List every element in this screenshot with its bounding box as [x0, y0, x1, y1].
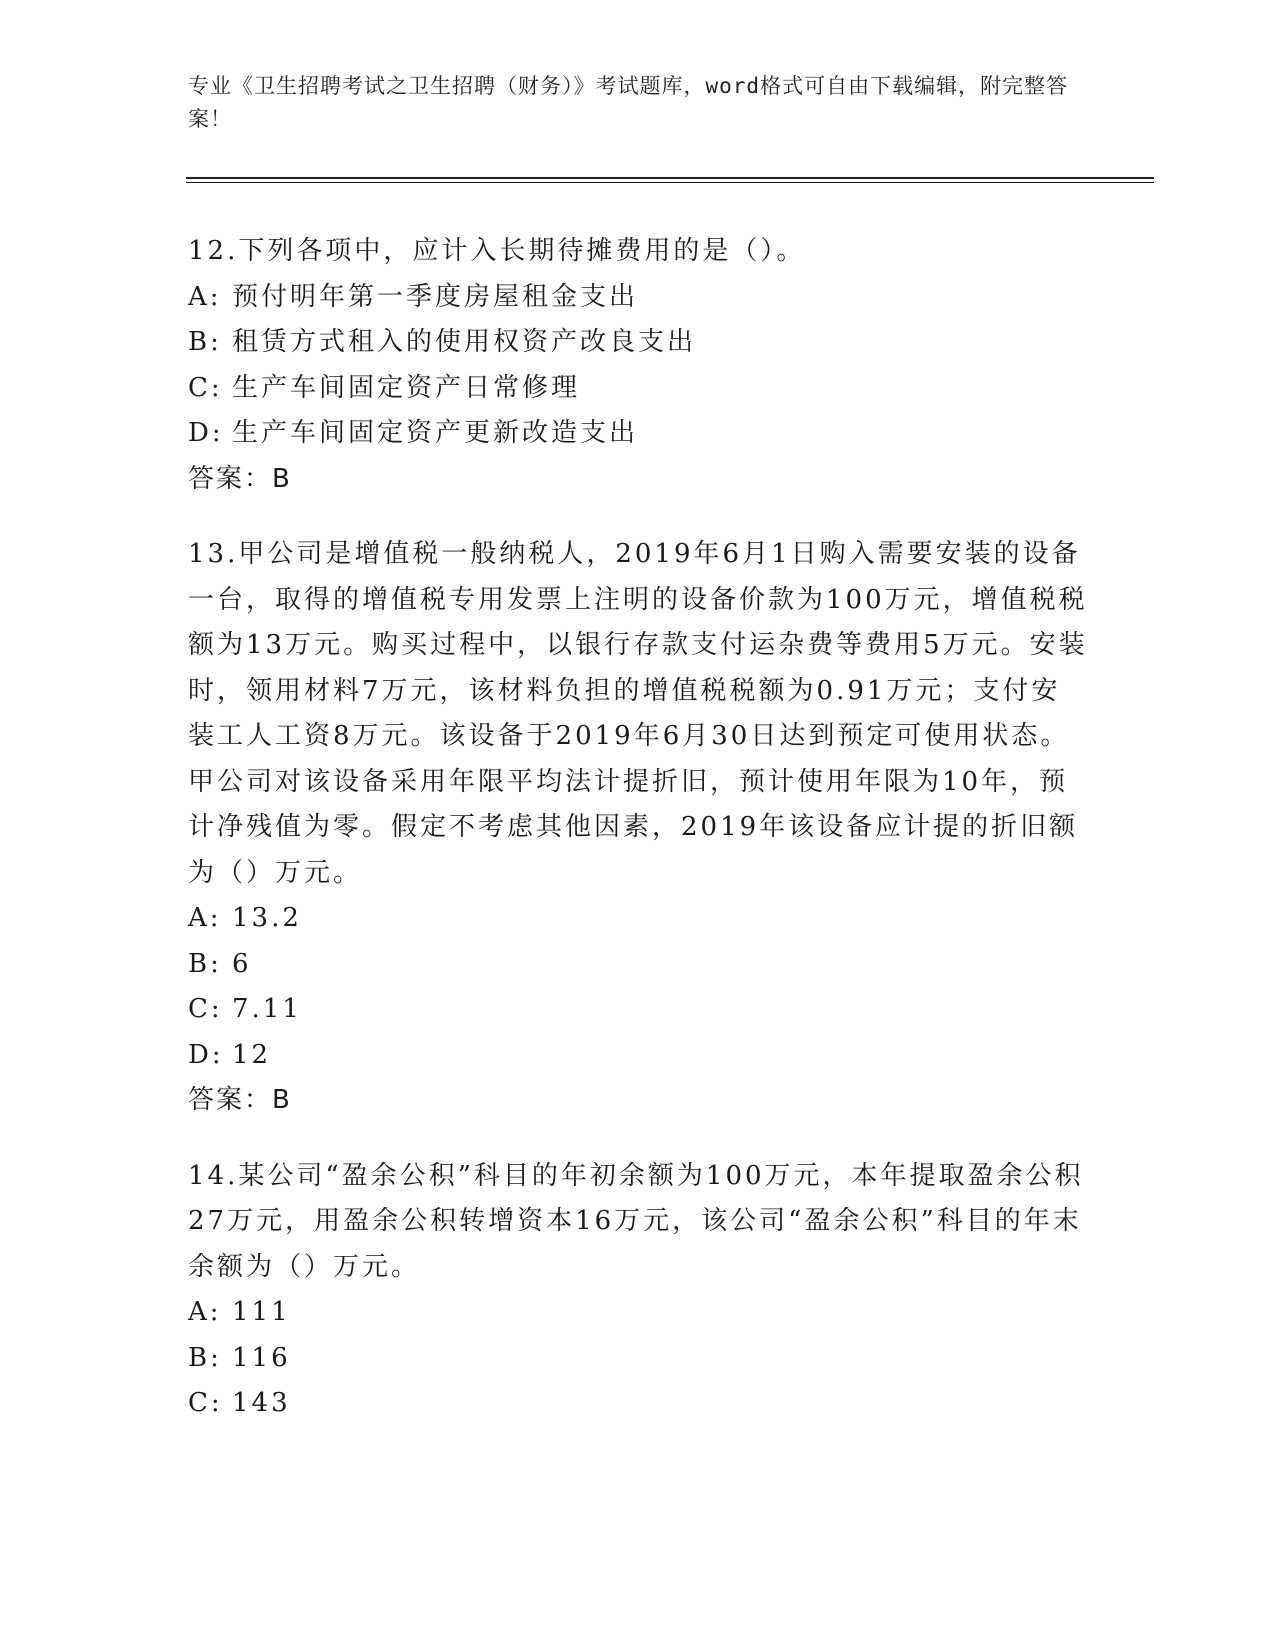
header-divider-thin: [186, 182, 1154, 183]
option-text: 7.11: [232, 994, 302, 1024]
question-14: [188, 1154, 1088, 1427]
option-text: 生产车间固定资产日常修理: [232, 372, 581, 403]
option-text: 13.2: [232, 903, 302, 933]
question-list: [188, 229, 1088, 1457]
option-letter: C:: [188, 994, 223, 1024]
option-text: 生产车间固定资产更新改造支出: [232, 418, 639, 448]
option-letter: B:: [188, 327, 222, 357]
answer-line: 答案：B: [188, 463, 292, 494]
option-text: 12: [232, 1039, 272, 1070]
option-text: 6: [232, 948, 252, 979]
option-a: [188, 1290, 1088, 1336]
question-stem: 13.甲公司是增值税一般纳税人，2019年6月1日购入需要安装的设备一台，取得的增值税专用发票上注明的设备价款为100万元，增值税税额为13万元。购买过程中，以银行存款支付运杂费等费用5万元。安装时，领用材料7万元，该材料负担的增值税税额为0.91万元；支付安装工人工资8万元。该设备于2019年6月30日达到预定可使用状态。甲公司对该设备采用年限平均法计提折旧，预计使用年限为10年，预计净残值为零。假定不考虑其他因素，2019年该设备应计提的折旧额为（）万元。: [188, 539, 1088, 888]
option-d: [188, 1033, 1088, 1079]
header-title: 专业《卫生招聘考试之卫生招聘（财务）》考试题库，word格式可自由下载编辑，附完整答案！: [188, 74, 1069, 131]
option-c: [188, 366, 1088, 412]
option-text: 租赁方式租入的使用权资产改良支出: [232, 327, 697, 357]
option-letter: D:: [188, 1039, 224, 1070]
option-letter: B:: [188, 948, 222, 979]
option-b: [188, 942, 1088, 988]
option-letter: C:: [188, 372, 223, 403]
option-text: 111: [232, 1297, 291, 1327]
answer-line: 答案：B: [188, 1085, 292, 1115]
option-letter: D:: [188, 418, 224, 448]
question-12: [188, 229, 1088, 502]
option-a: [188, 896, 1088, 942]
option-letter: A:: [188, 903, 222, 933]
option-b: [188, 1336, 1088, 1382]
header-divider-thick: [186, 177, 1154, 179]
option-letter: C:: [188, 1388, 223, 1418]
document-header: [188, 70, 1088, 136]
option-b: [188, 320, 1088, 366]
option-letter: A:: [188, 281, 222, 312]
question-stem: 12.下列各项中，应计入长期待摊费用的是（）。: [188, 236, 806, 266]
option-d: [188, 411, 1088, 457]
option-letter: B:: [188, 1342, 222, 1373]
option-c: [188, 1381, 1088, 1427]
option-text: 116: [232, 1342, 291, 1373]
question-stem: 14.某公司“盈余公积”科目的年初余额为100万元，本年提取盈余公积27万元，用盈余公积转增资本16万元，该公司“盈余公积”科目的年末余额为（）万元。: [188, 1160, 1084, 1282]
question-13: [188, 532, 1088, 1124]
option-letter: A:: [188, 1297, 222, 1327]
option-text: 预付明年第一季度房屋租金支出: [232, 281, 639, 312]
option-c: [188, 987, 1088, 1033]
option-a: [188, 275, 1088, 321]
option-text: 143: [232, 1388, 291, 1418]
